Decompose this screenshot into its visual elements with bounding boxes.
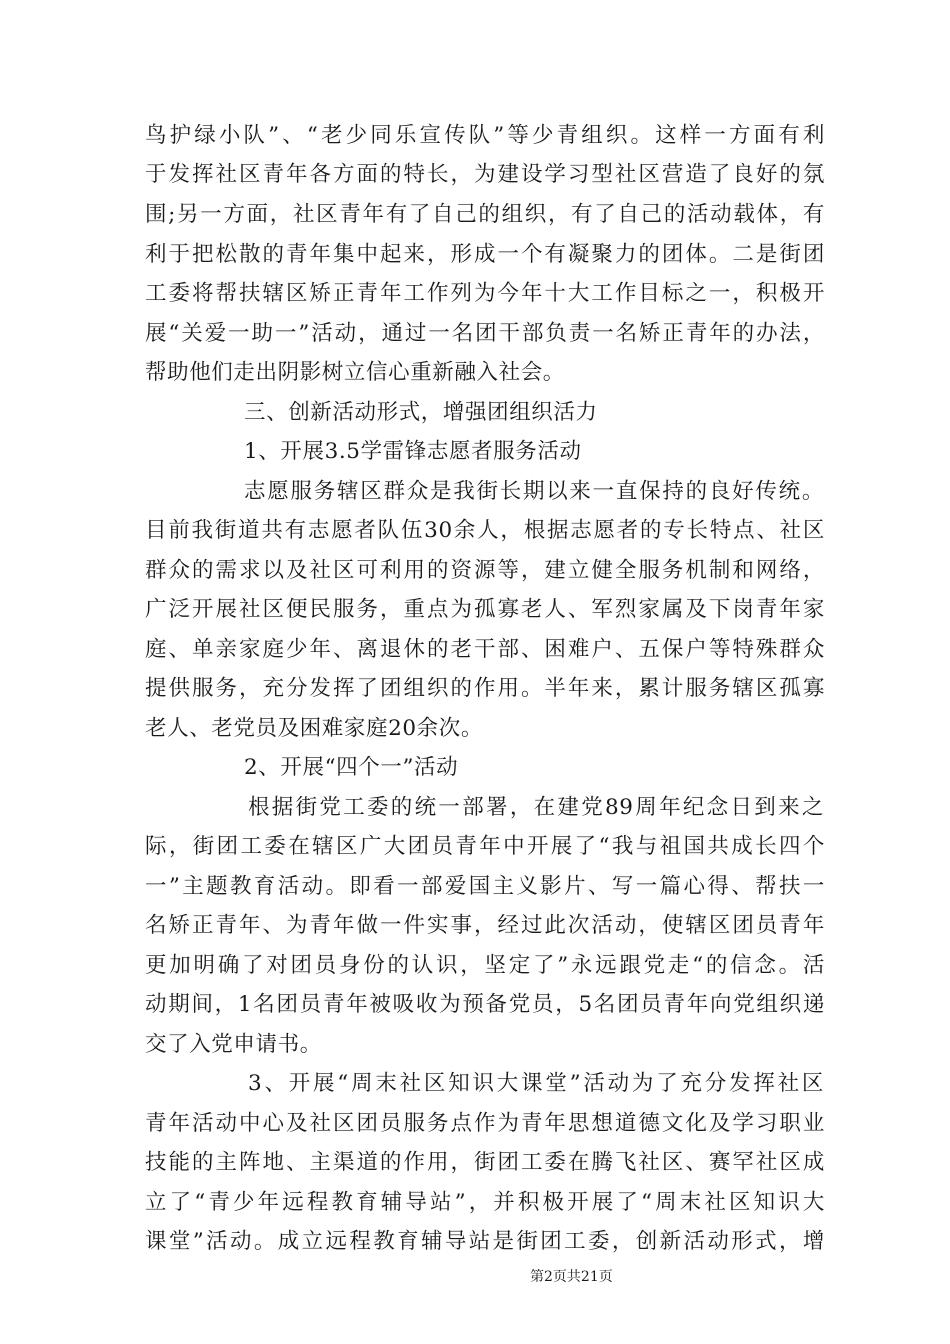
text-line: 利于把松散的青年集中起来，形成一个有凝聚力的团体。二是街团 (145, 242, 825, 267)
text-line: 提供服务，充分发挥了团组织的作用。半年来，累计服务辖区孤寡 (145, 676, 825, 701)
text-line: 名矫正青年、为青年做一件实事，经过此次活动，使辖区团员青年 (145, 913, 825, 938)
subsection-heading: 1、开展3.5学雷锋志愿者服务活动 (244, 439, 582, 464)
text-line: 课堂”活动。成立远程教育辅导站是街团工委，创新活动形式，增 (145, 1229, 825, 1254)
text-line: 际，街团工委在辖区广大团员青年中开展了“我与祖国共成长四个 (145, 834, 825, 859)
text-line: 庭、单亲家庭少年、离退休的老干部、困难户、五保户等特殊群众 (145, 637, 825, 662)
text-line: 青年活动中心及社区团员服务点作为青年思想道德文化及学习职业 (145, 1111, 825, 1136)
text-line: 广泛开展社区便民服务，重点为孤寡老人、军烈家属及下岗青年家 (145, 597, 825, 622)
text-line: 志愿服务辖区群众是我街长期以来一直保持的良好传统。 (244, 479, 824, 504)
text-line: 工委将帮扶辖区矫正青年工作列为今年十大工作目标之一，积极开 (145, 281, 825, 306)
text-line: 展“关爱一助一”活动，通过一名团干部负责一名矫正青年的办法， (145, 321, 825, 346)
text-line: 交了入党申请书。 (145, 1032, 322, 1057)
text-line: 根据街党工委的统一部署，在建党89周年纪念日到来之 (248, 795, 824, 820)
subsection-heading: 2、开展“四个一”活动 (244, 755, 459, 780)
text-line: 群众的需求以及社区可利用的资源等，建立健全服务机制和网络， (145, 558, 825, 583)
text-line: 一”主题教育活动。即看一部爱国主义影片、写一篇心得、帮扶一 (145, 874, 825, 899)
text-line: 动期间，1名团员青年被吸收为预备党员，5名团员青年向党组织递 (145, 992, 825, 1017)
text-line: 技能的主阵地、主渠道的作用，街团工委在腾飞社区、赛罕社区成 (145, 1150, 825, 1175)
text-line: 目前我街道共有志愿者队伍30余人，根据志愿者的专长特点、社区 (145, 518, 825, 543)
subsection-heading: 3、开展“周末社区知识大课堂”活动为了充分发挥社区 (248, 1071, 824, 1096)
text-line: 老人、老党员及困难家庭20余次。 (145, 716, 483, 741)
text-line: 围;另一方面，社区青年有了自己的组织，有了自己的活动载体，有 (145, 202, 825, 227)
text-line: 立了“青少年远程教育辅导站”，并积极开展了“周末社区知识大 (145, 1190, 825, 1215)
text-line: 鸟护绿小队”、“老少同乐宣传队”等少青组织。这样一方面有利 (145, 123, 825, 148)
page-number-footer: 第2页共21页 (530, 1269, 613, 1285)
text-line: 于发挥社区青年各方面的特长，为建设学习型社区营造了良好的氛 (145, 162, 825, 187)
text-line: 更加明确了对团员身份的认识，坚定了”永远跟党走“的信念。活 (145, 953, 825, 978)
section-heading: 三、创新活动形式，增强团组织活力 (244, 400, 598, 425)
text-line: 帮助他们走出阴影树立信心重新融入社会。 (145, 360, 565, 385)
